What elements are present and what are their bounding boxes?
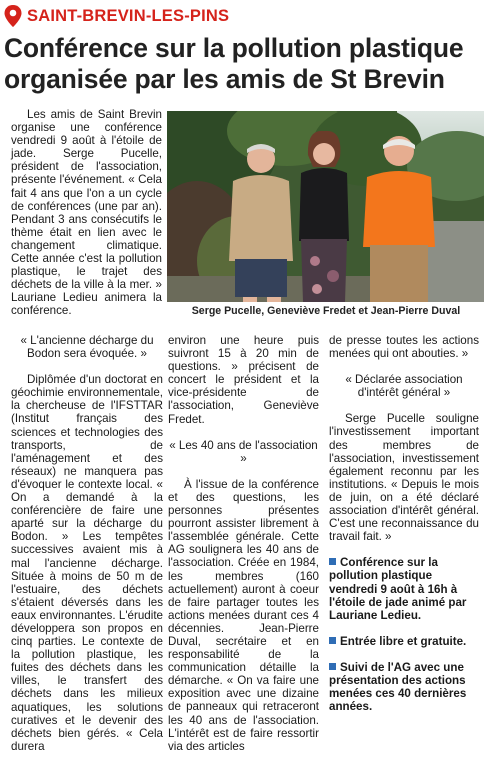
location-header [3,4,229,28]
info-ag-text: Suivi de l'AG avec une présentation des actions menées ces 40 dernières années. [329,660,467,714]
info-conference [329,556,479,621]
subheading-40-ans: « Les 40 ans de l'association » [169,438,318,465]
paragraph-assemblee: À l'issue de la conférence et des questions, les personnes présentes pourront assister librement à l'assemblée générale. Cette AG soulignera les 40 ans de l'association. Créée en 1984, les membres (160 actuellement) auront à coeur de faire partager toutes les actions menées durant ces 4 décennies. Jean-Pierre Duval, secrétaire et en responsabilité de la communication détaille la démarche. « On va faire une exposition avec une dizaine de panneaux qui retraceront les 40 ans de l'association. L'intérêt est de faire ressortir via des articles [168,477,319,753]
info-entree [329,635,479,648]
paragraph-conferenciere: Diplômée d'un doctorat en géochimie environnementale, la chercheuse de l'IFSTTAR (Institut français des sciences et technologies des transports, de l'aménagement et des réseaux) ne manquera pas d'évoquer le contexte local. « On a demandé à la conférencière de faire une aparté sur la décharge du Bodon. » Les tempêtes successives avaient mis à mal l'ancienne décharge. Située à moins de 50 m de l'estuaire, des déchets s'étaient déversés dans les eaux environnantes. L'érudite développera son propos en cinq parties. Le contexte de la pollution plastique, les fuites des déchets dans les villes, le transfert des déchets dans les milieux aquatiques, les solutions curatives et le devenir des déchets bien gérés. « Cela durera [11,373,163,753]
paragraph-reconnaissance: Serge Pucelle souligne l'investissement important des membres de l'association, investissement également reconnu par les institutions. « Depuis le mois de juin, on a été déclaré association d'intérêt général. C'est une reconnaissance du travail fait. » [329,412,479,544]
info-ag [329,661,479,713]
photo-caption: Serge Pucelle, Geneviève Fredet et Jean-Pierre Duval [191,305,461,317]
intro-paragraph: Les amis de Saint Brevin organise une conférence vendredi 9 août à l'étoile de jade. Serge Pucelle, président de l'association, présente l'événement. « Cela fait 4 ans que l'on a un cycle de conférences (une par an). Pendant 3 ans consécutifs le thème était en lien avec le changement climatique. Cette année c'est la pollution plastique, le trajet des déchets de la ville à la mer. » Lauriane Ledieu animera la conférence. [11,108,162,318]
square-bullet-icon [329,637,336,644]
location-pin-icon [3,4,23,28]
column-1 [11,334,163,766]
info-entree-text: Entrée libre et gratuite. [340,634,467,648]
paragraph-presse: de presse toutes les actions menées qui ont abouties. » [329,334,479,361]
location-label: SAINT-BREVIN-LES-PINS [27,6,230,25]
column-intro [11,108,162,331]
column-3 [329,334,479,726]
subheading-bodon: « L'ancienne décharge du Bodon sera évoquée. » [20,334,154,361]
square-bullet-icon [329,558,336,565]
paragraph-questions: environ une heure puis suivront 15 à 20 min de questions. » précisent de concert le président et la vice-présidente de l'association, Geneviève Fredet. [168,334,319,426]
photo-three-people-icon [167,111,484,302]
column-2 [168,334,319,766]
square-bullet-icon [329,663,336,670]
article-title: Conférence sur la pollution plastique organisée par les amis de St Brevin [4,33,464,94]
article-photo [167,111,484,302]
info-conference-text: Conférence sur la pollution plastique vendredi 9 août à 16h à l'étoile de jade animé par Lauriane Ledieu. [329,556,467,622]
subheading-interet-general: « Déclarée association d'intérêt général » [345,373,463,400]
